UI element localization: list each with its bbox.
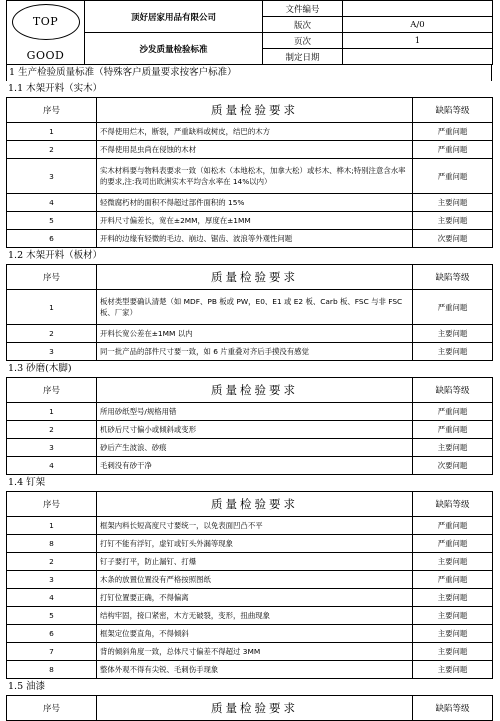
table-row	[7, 625, 493, 643]
header-defect-level: 缺陷等级	[413, 378, 493, 403]
row-defect-level: 严重问题	[413, 517, 493, 535]
row-number: 8	[7, 535, 97, 553]
table-row	[7, 517, 493, 535]
table-header-row	[7, 265, 493, 290]
header-requirement: 质量检验要求	[97, 265, 413, 290]
row-requirement: 同一批产品的部件尺寸要一致，如 6 片重叠对齐后手摸没有感觉	[97, 343, 413, 361]
row-number: 2	[7, 421, 97, 439]
table-row	[7, 290, 493, 325]
table-row	[7, 403, 493, 421]
row-number: 3	[7, 439, 97, 457]
row-requirement: 结构牢固，接口紧密，木方无破裂，变形，扭曲现象	[97, 607, 413, 625]
row-number: 3	[7, 159, 97, 194]
intro-heading: 1 生产检验质量标准（特殊客户质量要求按客户标准）	[6, 65, 492, 81]
row-defect-level: 主要问题	[413, 625, 493, 643]
row-requirement: 不得使用烂木，断裂，严重缺料或树皮，结巴的木方	[97, 123, 413, 141]
section-title: 1.1 木架开料（实木）	[8, 83, 103, 94]
table-header-row	[7, 378, 493, 403]
header-requirement: 质量检验要求	[97, 98, 413, 123]
row-defect-level: 主要问题	[413, 661, 493, 679]
header-defect-level: 缺陷等级	[413, 265, 493, 290]
header-number: 序号	[7, 492, 97, 517]
table-row	[7, 212, 493, 230]
header-requirement: 质量检验要求	[97, 492, 413, 517]
row-defect-level: 次要问题	[413, 230, 493, 248]
table-row	[7, 325, 493, 343]
header-defect-level: 缺陷等级	[413, 696, 493, 721]
row-number: 7	[7, 643, 97, 661]
inspection-table	[6, 264, 493, 361]
row-number: 3	[7, 343, 97, 361]
section-title: 1.4 钉架	[8, 477, 46, 488]
row-requirement: 开料的边缘有轻微的毛边、崩边、锯齿、波浪等外观性问题	[97, 230, 413, 248]
row-number: 6	[7, 230, 97, 248]
table-row	[7, 421, 493, 439]
table-row	[7, 141, 493, 159]
section-title: 1.5 油漆	[8, 681, 46, 692]
row-number: 3	[7, 571, 97, 589]
document-header	[6, 0, 493, 65]
row-defect-level: 严重问题	[413, 123, 493, 141]
row-defect-level: 主要问题	[413, 589, 493, 607]
row-requirement: 背的倾斜角度一致，总体尺寸偏差不得超过 3MM	[97, 643, 413, 661]
meta-value: A/0	[343, 17, 493, 33]
row-requirement: 轻微腐朽材的面积不得超过部件面积的 15%	[97, 194, 413, 212]
row-requirement: 整体外观不得有尖锐、毛刺伤手现象	[97, 661, 413, 679]
row-requirement: 板材类型要确认清楚（如 MDF、PB 板或 PW，E0、E1 或 E2 板、Carb 板、FSC 与非 FSC 板、厂家）	[97, 290, 413, 325]
row-defect-level: 严重问题	[413, 290, 493, 325]
row-requirement: 打钉不能有浮钉，虚钉或钉头外漏等现象	[97, 535, 413, 553]
row-requirement: 机砂后尺寸偏小或倾斜或变形	[97, 421, 413, 439]
row-requirement: 框架内料长短高度尺寸要统一，以免表面凹凸不平	[97, 517, 413, 535]
row-number: 5	[7, 607, 97, 625]
table-row	[7, 230, 493, 248]
table-row	[7, 439, 493, 457]
row-defect-level: 主要问题	[413, 439, 493, 457]
row-defect-level: 严重问题	[413, 535, 493, 553]
table-row	[7, 194, 493, 212]
row-requirement: 所用砂纸型号/规格用错	[97, 403, 413, 421]
row-requirement: 毛刺没有砂干净	[97, 457, 413, 475]
sections-container	[6, 81, 492, 721]
row-requirement: 实木材料要与物料表要求一致（如松木（本地松木，加拿大松）或杉木、桦木;特别注意含水率的要求,注:我司出欧洲实木平均含水率在 14%以内）	[97, 159, 413, 194]
row-requirement: 框架定位要直角，不得倾斜	[97, 625, 413, 643]
row-number: 2	[7, 325, 97, 343]
row-number: 2	[7, 553, 97, 571]
standard-title: 沙发质量检验标准	[85, 33, 263, 65]
meta-value: 1	[343, 33, 493, 49]
inspection-table	[6, 491, 493, 679]
row-number: 2	[7, 141, 97, 159]
header-requirement: 质量检验要求	[97, 696, 413, 721]
table-row	[7, 159, 493, 194]
header-number: 序号	[7, 265, 97, 290]
table-row	[7, 571, 493, 589]
table-row	[7, 553, 493, 571]
meta-label: 制定日期	[263, 49, 343, 65]
header-number: 序号	[7, 98, 97, 123]
row-number: 4	[7, 457, 97, 475]
row-defect-level: 主要问题	[413, 194, 493, 212]
header-defect-level: 缺陷等级	[413, 98, 493, 123]
row-number: 5	[7, 212, 97, 230]
inspection-table	[6, 695, 493, 721]
header-requirement: 质量检验要求	[97, 378, 413, 403]
row-requirement: 钉子要打平，防止漏钉、打爆	[97, 553, 413, 571]
company-logo: TOP GOOD	[12, 4, 80, 40]
meta-label: 版次	[263, 17, 343, 33]
row-defect-level: 次要问题	[413, 457, 493, 475]
row-defect-level: 严重问题	[413, 141, 493, 159]
row-defect-level: 严重问题	[413, 571, 493, 589]
table-header-row	[7, 492, 493, 517]
row-defect-level: 主要问题	[413, 212, 493, 230]
row-defect-level: 主要问题	[413, 553, 493, 571]
logo-cell	[7, 1, 85, 65]
section-title: 1.3 砂磨(木脚)	[8, 363, 72, 374]
table-row	[7, 343, 493, 361]
row-number: 1	[7, 517, 97, 535]
row-defect-level: 严重问题	[413, 159, 493, 194]
table-row	[7, 607, 493, 625]
meta-label: 文件编号	[263, 1, 343, 17]
section-title: 1.2 木架开料（板材）	[8, 250, 103, 261]
table-header-row	[7, 98, 493, 123]
inspection-table	[6, 97, 493, 248]
row-defect-level: 主要问题	[413, 343, 493, 361]
table-row	[7, 643, 493, 661]
row-number: 6	[7, 625, 97, 643]
meta-label: 页次	[263, 33, 343, 49]
row-number: 1	[7, 290, 97, 325]
inspection-table	[6, 377, 493, 475]
row-defect-level: 严重问题	[413, 421, 493, 439]
row-number: 4	[7, 194, 97, 212]
row-defect-level: 主要问题	[413, 643, 493, 661]
row-requirement: 木条的放置位置没有严格按照图纸	[97, 571, 413, 589]
table-row	[7, 123, 493, 141]
row-number: 8	[7, 661, 97, 679]
company-name: 顶好居家用品有限公司	[85, 1, 263, 33]
header-defect-level: 缺陷等级	[413, 492, 493, 517]
row-number: 1	[7, 403, 97, 421]
row-number: 4	[7, 589, 97, 607]
document-page	[6, 0, 492, 721]
row-requirement: 打钉位置要正确，不得偏离	[97, 589, 413, 607]
header-number: 序号	[7, 696, 97, 721]
meta-value	[343, 1, 493, 17]
row-defect-level: 主要问题	[413, 607, 493, 625]
row-defect-level: 主要问题	[413, 325, 493, 343]
row-requirement: 不得使用昆虫尚在侵蚀的木材	[97, 141, 413, 159]
row-defect-level: 严重问题	[413, 403, 493, 421]
table-row	[7, 535, 493, 553]
row-requirement: 开料长宽公差在±1MM 以内	[97, 325, 413, 343]
meta-value	[343, 49, 493, 65]
table-row	[7, 661, 493, 679]
table-row	[7, 589, 493, 607]
row-requirement: 开料尺寸偏差长，宽在±2MM，厚度在±1MM	[97, 212, 413, 230]
table-row	[7, 457, 493, 475]
row-requirement: 砂后产生波浪、砂痕	[97, 439, 413, 457]
header-number: 序号	[7, 378, 97, 403]
table-header-row	[7, 696, 493, 721]
row-number: 1	[7, 123, 97, 141]
